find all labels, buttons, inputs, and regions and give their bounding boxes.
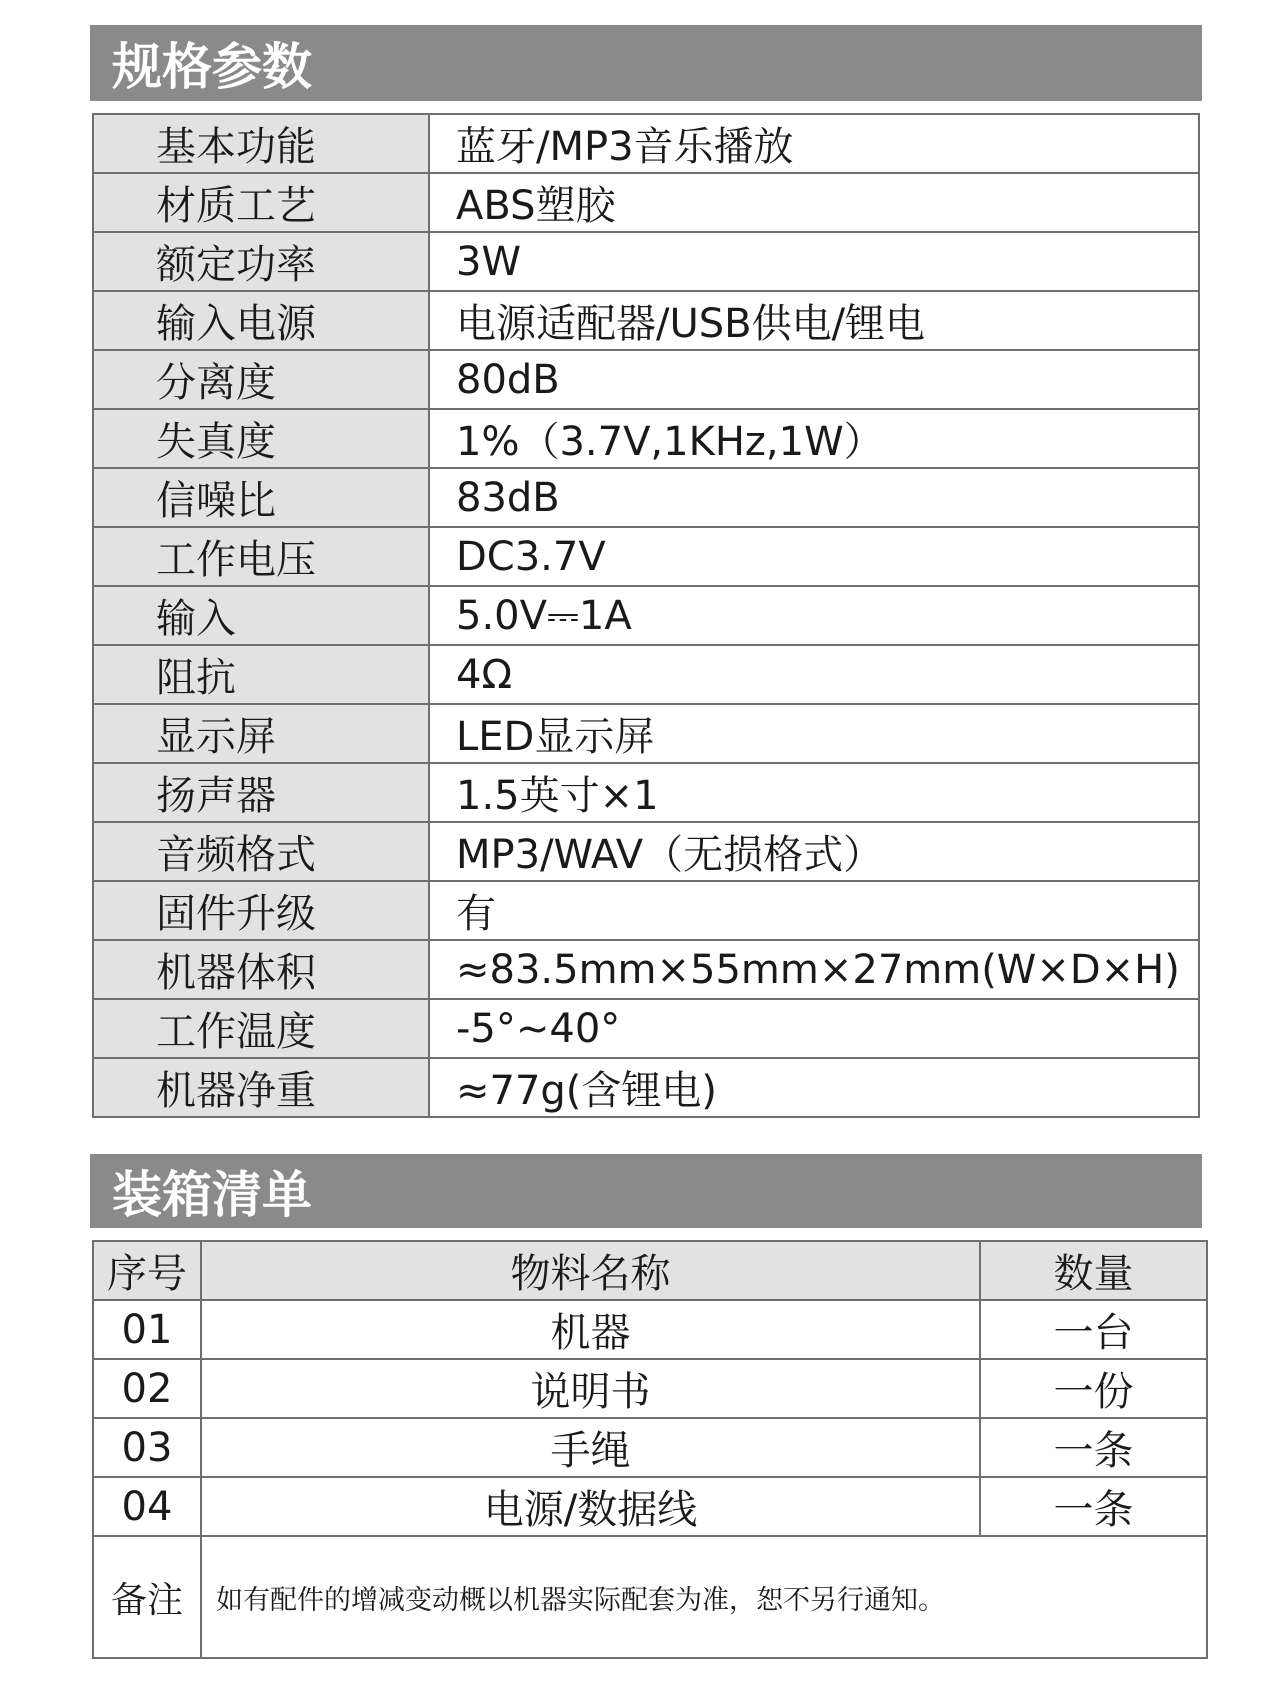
spec-label: 机器体积 xyxy=(93,940,429,999)
spec-label: 工作电压 xyxy=(93,527,429,586)
spec-value: -5°~40° xyxy=(429,999,1199,1058)
spec-label: 机器净重 xyxy=(93,1058,429,1117)
spec-label: 显示屏 xyxy=(93,704,429,763)
item-name: 说明书 xyxy=(201,1359,980,1418)
spec-label: 扬声器 xyxy=(93,763,429,822)
spec-value: ≈77g(含锂电) xyxy=(429,1058,1199,1117)
spec-value: DC3.7V xyxy=(429,527,1199,586)
spec-table xyxy=(92,113,1200,1118)
packing-header-row xyxy=(93,1241,1207,1300)
packing-row xyxy=(93,1300,1207,1359)
packing-row xyxy=(93,1418,1207,1477)
spec-label: 失真度 xyxy=(93,409,429,468)
spec-label: 阻抗 xyxy=(93,645,429,704)
spec-label: 固件升级 xyxy=(93,881,429,940)
spec-value: MP3/WAV（无损格式） xyxy=(429,822,1199,881)
spec-section-title: 规格参数 xyxy=(90,25,1202,101)
item-name: 电源/数据线 xyxy=(201,1477,980,1536)
spec-value: ≈83.5mm×55mm×27mm(W×D×H) xyxy=(429,940,1199,999)
spec-row xyxy=(93,881,1199,940)
spec-row xyxy=(93,291,1199,350)
spec-row xyxy=(93,409,1199,468)
item-name: 手绳 xyxy=(201,1418,980,1477)
spec-row xyxy=(93,763,1199,822)
spec-label: 输入 xyxy=(93,586,429,645)
spec-value: 80dB xyxy=(429,350,1199,409)
header-no: 序号 xyxy=(93,1241,201,1300)
spec-value: ABS塑胶 xyxy=(429,173,1199,232)
spec-label: 工作温度 xyxy=(93,999,429,1058)
spec-row xyxy=(93,645,1199,704)
spec-row xyxy=(93,586,1199,645)
spec-label: 输入电源 xyxy=(93,291,429,350)
header-qty: 数量 xyxy=(980,1241,1207,1300)
spec-value: 4Ω xyxy=(429,645,1199,704)
packing-row xyxy=(93,1477,1207,1536)
spec-value: 有 xyxy=(429,881,1199,940)
spec-row xyxy=(93,114,1199,173)
item-qty: 一台 xyxy=(980,1300,1207,1359)
spec-value: 1%（3.7V,1KHz,1W） xyxy=(429,409,1199,468)
note-row xyxy=(93,1536,1207,1658)
spec-label: 音频格式 xyxy=(93,822,429,881)
spec-row xyxy=(93,704,1199,763)
item-no: 04 xyxy=(93,1477,201,1536)
packing-row xyxy=(93,1359,1207,1418)
spec-label: 分离度 xyxy=(93,350,429,409)
spec-row xyxy=(93,1058,1199,1117)
item-qty: 一份 xyxy=(980,1359,1207,1418)
spec-label: 信噪比 xyxy=(93,468,429,527)
spec-value: 83dB xyxy=(429,468,1199,527)
item-no: 01 xyxy=(93,1300,201,1359)
spec-row xyxy=(93,350,1199,409)
spec-value: 1.5英寸×1 xyxy=(429,763,1199,822)
spec-value: 电源适配器/USB供电/锂电 xyxy=(429,291,1199,350)
item-qty: 一条 xyxy=(980,1477,1207,1536)
note-text: 如有配件的增减变动概以机器实际配套为准，恕不另行通知。 xyxy=(201,1536,1207,1658)
spec-value: 蓝牙/MP3音乐播放 xyxy=(429,114,1199,173)
spec-row xyxy=(93,468,1199,527)
spec-value: 3W xyxy=(429,232,1199,291)
spec-row xyxy=(93,527,1199,586)
spec-row xyxy=(93,940,1199,999)
note-label: 备注 xyxy=(93,1536,201,1658)
spec-value: 5.0V⎓1A xyxy=(429,586,1199,645)
spec-row xyxy=(93,999,1199,1058)
item-qty: 一条 xyxy=(980,1418,1207,1477)
spec-value: LED显示屏 xyxy=(429,704,1199,763)
spec-label: 额定功率 xyxy=(93,232,429,291)
spec-row xyxy=(93,822,1199,881)
spec-row xyxy=(93,232,1199,291)
packing-section-title: 装箱清单 xyxy=(90,1154,1202,1228)
spec-label: 材质工艺 xyxy=(93,173,429,232)
packing-table xyxy=(92,1240,1208,1659)
spec-label: 基本功能 xyxy=(93,114,429,173)
item-no: 03 xyxy=(93,1418,201,1477)
spec-row xyxy=(93,173,1199,232)
item-name: 机器 xyxy=(201,1300,980,1359)
header-name: 物料名称 xyxy=(201,1241,980,1300)
item-no: 02 xyxy=(93,1359,201,1418)
